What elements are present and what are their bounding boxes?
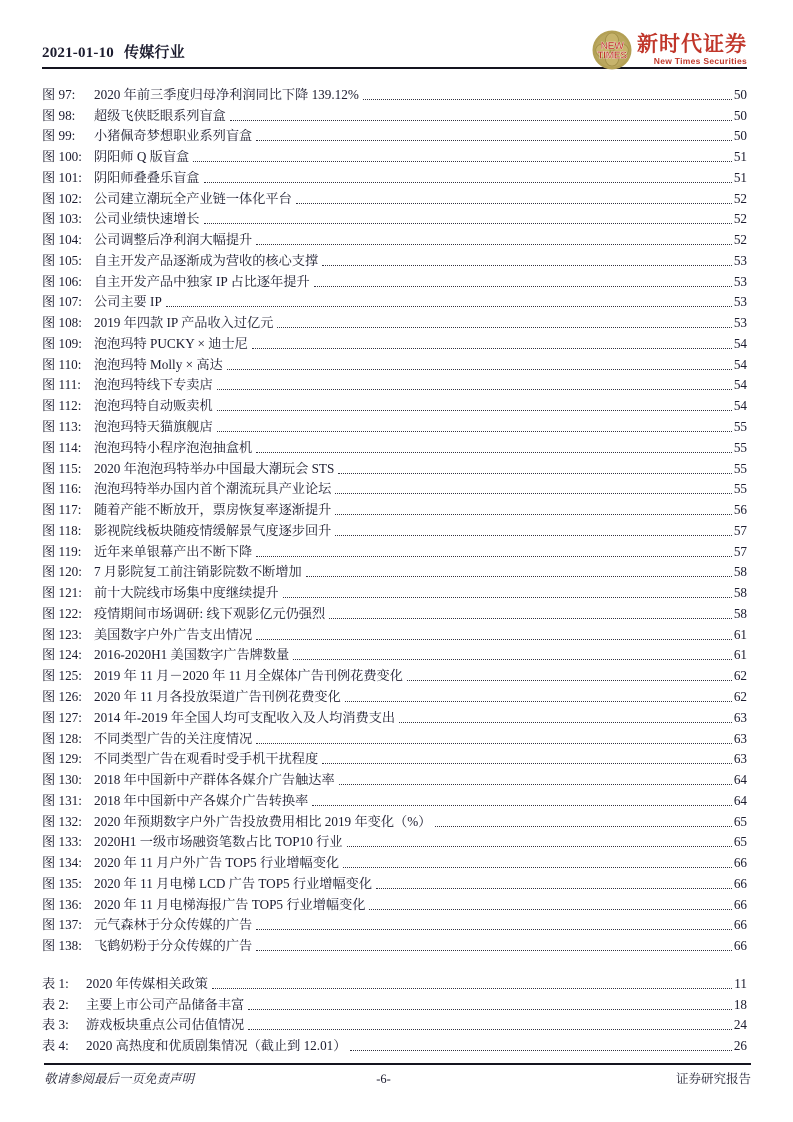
toc-leader-dots	[204, 223, 732, 224]
toc-leader-dots	[343, 867, 732, 868]
toc-entry-title: 前十大院线市场集中度继续提升	[94, 585, 279, 601]
toc-leader-dots	[363, 99, 732, 100]
header-title	[42, 41, 185, 64]
toc-entry[interactable]	[42, 992, 747, 1013]
toc-leader-dots	[350, 1050, 731, 1051]
toc-entry-label: 图 132:	[42, 813, 82, 829]
toc-entry-label: 图 105:	[42, 252, 82, 268]
toc-entry-title: 泡泡玛特 Molly × 高达	[94, 356, 223, 372]
toc-leader-dots	[296, 203, 732, 204]
toc-entry[interactable]	[42, 705, 747, 726]
toc-entry[interactable]	[42, 580, 747, 601]
toc-leader-dots	[256, 556, 732, 557]
toc-leader-dots	[376, 888, 732, 889]
toc-leader-dots	[217, 431, 732, 432]
toc-entry[interactable]	[42, 373, 747, 394]
toc-entry-label: 图 137:	[42, 917, 82, 933]
toc-entry-page: 54	[733, 377, 747, 393]
toc-entry-page: 57	[733, 543, 747, 559]
toc-entry[interactable]	[42, 767, 747, 788]
toc-entry[interactable]	[42, 518, 747, 539]
toc-entry-label: 图 135:	[42, 875, 82, 891]
toc-entry-title: 不同类型广告在观看时受手机干扰程度	[94, 751, 319, 767]
toc-leader-dots	[166, 306, 732, 307]
brand-seal-icon	[592, 30, 632, 70]
toc-entry-title: 小猪佩奇梦想职业系列盲盒	[94, 128, 253, 144]
toc-entry[interactable]	[42, 1013, 747, 1034]
toc-entry-label: 图 102:	[42, 190, 82, 206]
toc-leader-dots	[256, 743, 732, 744]
toc-leader-dots	[217, 410, 732, 411]
toc-leader-dots	[230, 120, 732, 121]
toc-entry[interactable]	[42, 788, 747, 809]
toc-entry-page: 61	[733, 626, 747, 642]
toc-entry-title: 2019 年 11 月－2020 年 11 月全媒体广告刊例花费变化	[94, 668, 403, 684]
toc-entry-label: 图 130:	[42, 772, 82, 788]
toc-entry[interactable]	[42, 456, 747, 477]
toc-entry-title: 2020H1 一级市场融资笔数占比 TOP10 行业	[94, 834, 343, 850]
toc-entry-title: 公司调整后净利润大幅提升	[94, 232, 253, 248]
toc-entry-title: 游戏板块重点公司估值情况	[86, 1017, 245, 1033]
toc-entry-label: 图 122:	[42, 605, 82, 621]
footer-page-number: -6-	[376, 1072, 391, 1086]
svg-text:NEW: NEW	[600, 40, 624, 52]
toc-entry[interactable]	[42, 393, 747, 414]
toc-leader-dots	[212, 988, 732, 989]
toc-leader-dots	[314, 286, 732, 287]
toc-entry[interactable]	[42, 165, 747, 186]
toc-entry[interactable]	[42, 103, 747, 124]
toc-entry-label: 表 4:	[42, 1038, 69, 1054]
toc-entry-title: 飞鹤奶粉于分众传媒的广告	[94, 938, 253, 954]
toc-entry-label: 图 109:	[42, 335, 82, 351]
toc-entry-label: 图 123:	[42, 626, 82, 642]
toc-entry-title: 2020 年预期数字户外广告投放费用相比 2019 年变化（%）	[94, 813, 432, 829]
toc-entry[interactable]	[42, 871, 747, 892]
toc-entry-label: 图 126:	[42, 688, 82, 704]
toc-entry-label: 图 108:	[42, 315, 82, 331]
toc-entry-label: 图 116:	[42, 481, 82, 497]
toc-entry[interactable]	[42, 435, 747, 456]
toc-entry-label: 图 110:	[42, 356, 82, 372]
toc-entry[interactable]	[42, 290, 747, 311]
brand-name-en: New Times Securities	[653, 56, 747, 67]
toc-entry-title: 随着产能不断放开，票房恢复率逐渐提升	[94, 502, 332, 518]
toc-entry[interactable]	[42, 539, 747, 560]
toc-leader-dots	[256, 140, 732, 141]
toc-entry-title: 超级飞侠眨眼系列盲盒	[94, 107, 226, 123]
toc-leader-dots	[435, 826, 731, 827]
toc-leader-dots	[217, 389, 732, 390]
toc-entry-page: 51	[733, 149, 747, 165]
toc-entry-page: 63	[733, 751, 747, 767]
toc-entry[interactable]	[42, 310, 747, 331]
toc-entry-page: 56	[733, 502, 747, 518]
toc-entry-label: 图 119:	[42, 543, 82, 559]
toc-entry-page: 66	[733, 855, 747, 871]
toc-entry-page: 66	[733, 875, 747, 891]
toc-entry[interactable]	[42, 850, 747, 871]
toc-leader-dots	[256, 639, 732, 640]
toc-entry-page: 64	[733, 792, 747, 808]
toc-entry-page: 26	[733, 1038, 747, 1054]
toc-entry-title: 泡泡玛特天猫旗舰店	[94, 419, 213, 435]
toc-entry-page: 54	[733, 398, 747, 414]
toc-entry-page: 52	[733, 211, 747, 227]
toc-entry-title: 2020 年 11 月电梯海报广告 TOP5 行业增幅变化	[94, 896, 366, 912]
toc-leader-dots	[248, 1009, 732, 1010]
toc-entry-title: 2018 年中国新中产各媒介广告转换率	[94, 792, 309, 808]
table-of-contents	[42, 82, 747, 1054]
toc-entry[interactable]	[42, 726, 747, 747]
toc-entry-title: 泡泡玛特线下专卖店	[94, 377, 213, 393]
toc-leader-dots	[369, 909, 731, 910]
toc-entry-label: 图 134:	[42, 855, 82, 871]
toc-entry-title: 公司建立潮玩全产业链一体化平台	[94, 190, 292, 206]
toc-entry-title: 美国数字户外广告支出情况	[94, 626, 253, 642]
toc-entry-page: 51	[733, 169, 747, 185]
toc-leader-dots	[193, 161, 732, 162]
toc-entry-title: 元气森林于分众传媒的广告	[94, 917, 253, 933]
toc-entry-page: 55	[733, 419, 747, 435]
toc-leader-dots	[347, 846, 732, 847]
footer-report-type: 证券研究报告	[676, 1072, 752, 1086]
toc-entry[interactable]	[42, 663, 747, 684]
toc-leader-dots	[277, 327, 731, 328]
toc-entry-label: 图 99:	[42, 128, 76, 144]
svg-text:TIMES: TIMES	[597, 49, 627, 62]
report-date: 2021-01-10	[42, 45, 114, 61]
toc-leader-dots	[312, 805, 732, 806]
toc-entry-title: 不同类型广告的关注度情况	[94, 730, 253, 746]
toc-entry-label: 图 97:	[42, 86, 76, 102]
toc-leader-dots	[322, 763, 732, 764]
toc-entry-title: 7 月影院复工前注销影院数不断增加	[94, 564, 302, 580]
toc-entry-title: 2020 年泡泡玛特举办中国最大潮玩会 STS	[94, 460, 335, 476]
toc-leader-dots	[335, 493, 731, 494]
toc-entry-label: 图 121:	[42, 585, 82, 601]
toc-entry-page: 58	[733, 605, 747, 621]
toc-entry[interactable]	[42, 830, 747, 851]
toc-leader-dots	[407, 680, 732, 681]
toc-entry-label: 图 124:	[42, 647, 82, 663]
toc-entry-title: 主要上市公司产品储备丰富	[86, 996, 245, 1012]
toc-entry-label: 图 103:	[42, 211, 82, 227]
toc-leader-dots	[339, 784, 732, 785]
toc-leader-dots	[293, 659, 732, 660]
toc-entry-label: 图 117:	[42, 502, 82, 518]
toc-leader-dots	[338, 473, 731, 474]
toc-entry[interactable]	[42, 1033, 747, 1054]
table-list	[42, 971, 747, 1054]
toc-entry[interactable]	[42, 414, 747, 435]
toc-entry-title: 泡泡玛特小程序泡泡抽盒机	[94, 439, 253, 455]
toc-leader-dots	[283, 597, 732, 598]
toc-entry-page: 50	[733, 107, 747, 123]
toc-entry-page: 66	[733, 896, 747, 912]
toc-entry-title: 阴阳师 Q 版盲盒	[94, 149, 190, 165]
toc-entry-page: 65	[733, 813, 747, 829]
brand-text	[637, 34, 747, 66]
toc-leader-dots	[256, 950, 732, 951]
toc-entry-label: 图 120:	[42, 564, 82, 580]
toc-entry[interactable]	[42, 643, 747, 664]
toc-entry-label: 表 2:	[42, 996, 69, 1012]
toc-entry-label: 图 125:	[42, 668, 82, 684]
toc-entry[interactable]	[42, 144, 747, 165]
footer-rule	[44, 1063, 751, 1065]
toc-entry-page: 50	[733, 128, 747, 144]
toc-entry-page: 63	[733, 730, 747, 746]
toc-entry-page: 54	[733, 335, 747, 351]
toc-entry-title: 公司业绩快速增长	[94, 211, 200, 227]
toc-entry[interactable]	[42, 269, 747, 290]
toc-entry[interactable]	[42, 227, 747, 248]
toc-leader-dots	[335, 535, 731, 536]
toc-entry-page: 66	[733, 917, 747, 933]
toc-entry-page: 65	[733, 834, 747, 850]
toc-entry[interactable]	[42, 809, 747, 830]
toc-leader-dots	[256, 244, 732, 245]
toc-entry-label: 图 100:	[42, 149, 82, 165]
toc-leader-dots	[256, 929, 732, 930]
toc-entry[interactable]	[42, 684, 747, 705]
toc-entry-title: 2014 年-2019 年全国人均可支配收入及人均消费支出	[94, 709, 396, 725]
toc-entry-page: 66	[733, 938, 747, 954]
toc-entry[interactable]	[42, 207, 747, 228]
page-header	[42, 28, 747, 67]
toc-entry-page: 53	[733, 315, 747, 331]
footer-disclaimer: 敬请参阅最后一页免责声明	[44, 1072, 195, 1086]
toc-leader-dots	[256, 452, 732, 453]
brand-name-cn: 新时代证券	[637, 32, 747, 57]
toc-entry-label: 图 114:	[42, 439, 82, 455]
toc-entry-label: 图 112:	[42, 398, 82, 414]
toc-entry-page: 11	[734, 975, 747, 991]
toc-entry-page: 24	[733, 1017, 747, 1033]
toc-entry-title: 2020 年传媒相关政策	[86, 975, 208, 991]
toc-entry-label: 图 133:	[42, 834, 82, 850]
toc-entry[interactable]	[42, 747, 747, 768]
toc-entry-title: 阴阳师叠叠乐盲盒	[94, 169, 200, 185]
toc-entry-page: 64	[733, 772, 747, 788]
toc-entry-label: 图 101:	[42, 169, 82, 185]
toc-entry-page: 18	[733, 996, 747, 1012]
toc-entry[interactable]	[42, 331, 747, 352]
toc-entry-page: 57	[733, 522, 747, 538]
toc-entry-page: 61	[733, 647, 747, 663]
toc-entry-title: 疫情期间市场调研: 线下观影亿元仍强烈	[94, 605, 326, 621]
toc-entry[interactable]	[42, 892, 747, 913]
toc-entry-label: 图 128:	[42, 730, 82, 746]
toc-leader-dots	[329, 618, 732, 619]
toc-entry-page: 50	[733, 86, 747, 102]
toc-leader-dots	[227, 369, 732, 370]
toc-entry-label: 图 106:	[42, 273, 82, 289]
toc-entry[interactable]	[42, 601, 747, 622]
toc-entry-title: 近年来单银幕产出不断下降	[94, 543, 253, 559]
toc-entry-page: 53	[733, 252, 747, 268]
toc-entry[interactable]	[42, 352, 747, 373]
toc-entry-page: 63	[733, 709, 747, 725]
toc-entry-page: 62	[733, 668, 747, 684]
figure-list	[42, 82, 747, 954]
toc-entry-label: 图 115:	[42, 460, 82, 476]
toc-entry-page: 53	[733, 294, 747, 310]
toc-entry-title: 2016-2020H1 美国数字广告牌数量	[94, 647, 290, 663]
toc-entry-title: 2020 年前三季度归母净利润同比下降 139.12%	[94, 86, 359, 102]
page-footer	[44, 1063, 751, 1087]
toc-entry-label: 图 131:	[42, 792, 82, 808]
toc-entry-title: 泡泡玛特 PUCKY × 迪士尼	[94, 335, 248, 351]
toc-entry-label: 图 113:	[42, 419, 82, 435]
toc-leader-dots	[204, 182, 732, 183]
industry-name: 传媒行业	[124, 45, 185, 61]
toc-leader-dots	[252, 348, 732, 349]
toc-entry[interactable]	[42, 560, 747, 581]
toc-entry-label: 表 1:	[42, 975, 69, 991]
toc-entry-title: 影视院线板块随疫情缓解景气度逐步回升	[94, 522, 332, 538]
toc-entry-label: 图 127:	[42, 709, 82, 725]
toc-entry[interactable]	[42, 971, 747, 992]
toc-entry-page: 52	[733, 232, 747, 248]
toc-leader-dots	[335, 514, 731, 515]
toc-entry-label: 图 118:	[42, 522, 82, 538]
toc-entry[interactable]	[42, 622, 747, 643]
footer-row	[44, 1069, 751, 1087]
toc-entry-title: 2019 年四款 IP 产品收入过亿元	[94, 315, 274, 331]
toc-entry-page: 62	[733, 688, 747, 704]
toc-entry-page: 55	[733, 439, 747, 455]
toc-entry-title: 2020 年 11 月户外广告 TOP5 行业增幅变化	[94, 855, 340, 871]
toc-entry-label: 图 107:	[42, 294, 82, 310]
toc-leader-dots	[345, 701, 732, 702]
toc-entry-title: 自主开发产品逐渐成为营收的核心支撑	[94, 252, 319, 268]
toc-leader-dots	[306, 576, 732, 577]
toc-entry-page: 53	[733, 273, 747, 289]
toc-entry-title: 泡泡玛特自动贩卖机	[94, 398, 213, 414]
toc-entry[interactable]	[42, 913, 747, 934]
toc-entry-title: 泡泡玛特举办国内首个潮流玩具产业论坛	[94, 481, 332, 497]
toc-entry[interactable]	[42, 497, 747, 518]
toc-entry-label: 图 138:	[42, 938, 82, 954]
toc-leader-dots	[248, 1029, 732, 1030]
toc-entry-label: 图 129:	[42, 751, 82, 767]
toc-entry-page: 58	[733, 585, 747, 601]
toc-entry-title: 2020 年 11 月电梯 LCD 广告 TOP5 行业增幅变化	[94, 875, 373, 891]
toc-entry[interactable]	[42, 124, 747, 145]
toc-entry-page: 52	[733, 190, 747, 206]
toc-entry-label: 图 98:	[42, 107, 76, 123]
toc-entry-label: 图 136:	[42, 896, 82, 912]
toc-entry-page: 58	[733, 564, 747, 580]
toc-entry-title: 公司主要 IP	[94, 294, 162, 310]
toc-entry-title: 自主开发产品中独家 IP 占比逐年提升	[94, 273, 310, 289]
toc-entry-label: 表 3:	[42, 1017, 69, 1033]
toc-entry-label: 图 104:	[42, 232, 82, 248]
toc-entry[interactable]	[42, 186, 747, 207]
toc-entry[interactable]	[42, 82, 747, 103]
toc-entry-title: 2020 高热度和优质剧集情况（截止到 12.01）	[86, 1038, 347, 1054]
toc-entry[interactable]	[42, 477, 747, 498]
toc-entry-page: 55	[733, 481, 747, 497]
toc-entry[interactable]	[42, 933, 747, 954]
toc-leader-dots	[399, 722, 732, 723]
toc-entry-page: 54	[733, 356, 747, 372]
toc-leader-dots	[322, 265, 732, 266]
brand-logo	[592, 30, 747, 70]
toc-entry[interactable]	[42, 248, 747, 269]
toc-entry-title: 2020 年 11 月各投放渠道广告刊例花费变化	[94, 688, 341, 704]
toc-entry-page: 55	[733, 460, 747, 476]
toc-entry-title: 2018 年中国新中产群体各媒介广告触达率	[94, 772, 335, 788]
toc-entry-label: 图 111:	[42, 377, 81, 393]
